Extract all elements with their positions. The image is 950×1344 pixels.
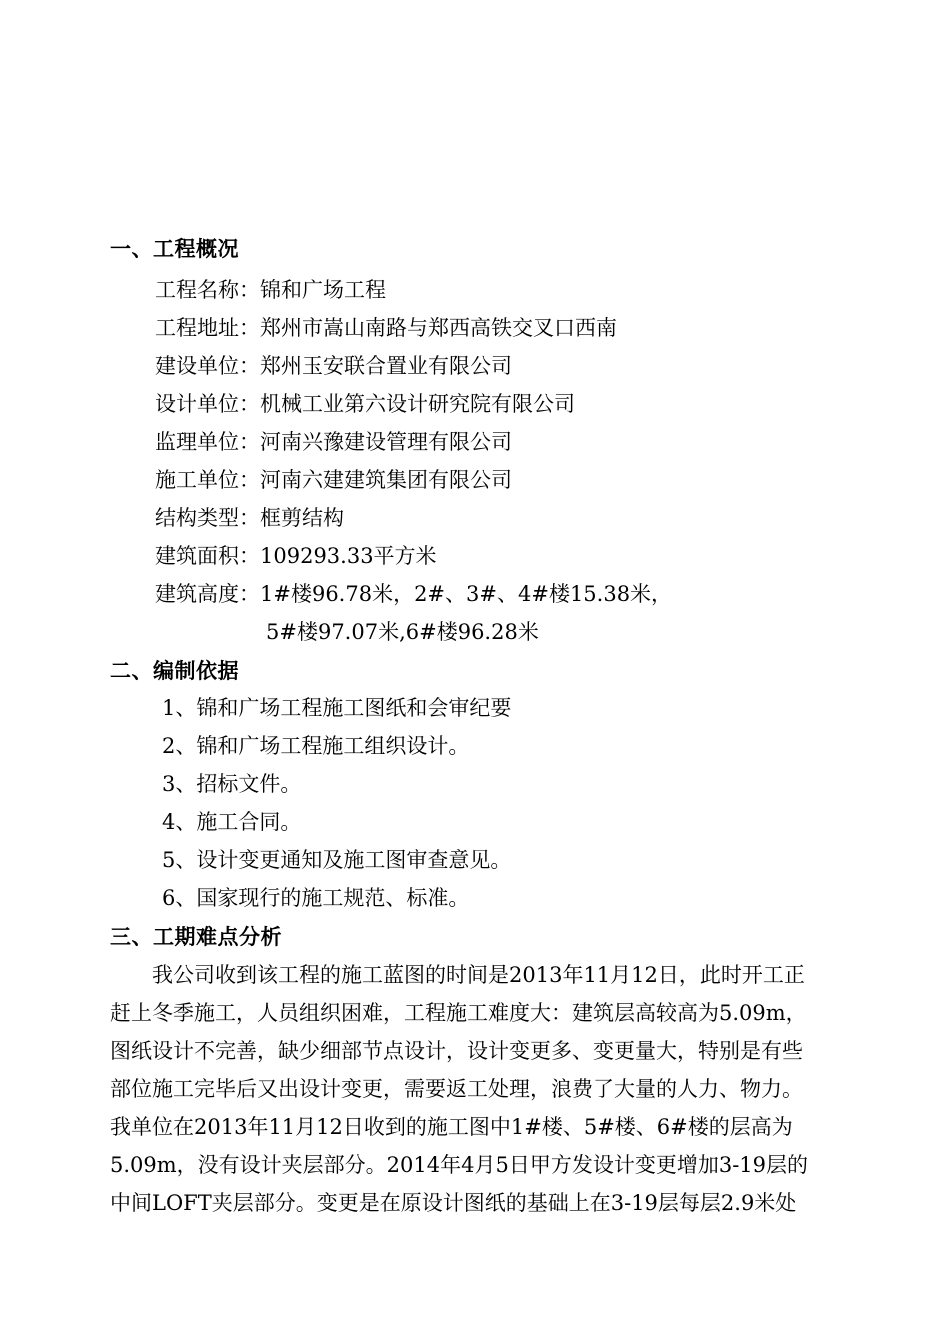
building-area-line: 建筑面积：109293.33平方米	[155, 544, 437, 568]
basis-item: 6、国家现行的施工规范、标准。	[162, 886, 470, 910]
section-heading-basis: 二、编制依据	[110, 659, 239, 683]
section-heading-difficulty: 三、工期难点分析	[110, 925, 282, 949]
basis-item: 1、锦和广场工程施工图纸和会审纪要	[162, 696, 512, 720]
building-height-line: 建筑高度：1#楼96.78米，2#、3#、4#楼15.38米，	[155, 582, 673, 606]
supervision-unit-line: 监理单位：河南兴豫建设管理有限公司	[155, 430, 512, 454]
basis-item: 3、招标文件。	[162, 772, 302, 796]
structure-type-line: 结构类型：框剪结构	[155, 506, 344, 530]
design-unit-line: 设计单位：机械工业第六设计研究院有限公司	[155, 392, 575, 416]
building-height-continuation: 5#楼97.07米,6#楼96.28米	[266, 620, 539, 644]
paragraph-line: 部位施工完毕后又出设计变更，需要返工处理，浪费了大量的人力、物力。	[110, 1077, 803, 1101]
basis-item: 2、锦和广场工程施工组织设计。	[162, 734, 470, 758]
paragraph-line: 图纸设计不完善，缺少细部节点设计，设计变更多、变更量大，特别是有些	[110, 1039, 803, 1063]
paragraph-line: 我公司收到该工程的施工蓝图的时间是2013年11月12日，此时开工正	[110, 963, 805, 987]
section-heading-overview: 一、工程概况	[110, 237, 239, 261]
project-address-line: 工程地址：郑州市嵩山南路与郑西高铁交叉口西南	[155, 316, 617, 340]
basis-item: 4、施工合同。	[162, 810, 302, 834]
paragraph-line: 赶上冬季施工，人员组织困难，工程施工难度大：建筑层高较高为5.09m，	[110, 1001, 807, 1025]
project-name-line: 工程名称：锦和广场工程	[155, 278, 386, 302]
construction-unit-line: 施工单位：河南六建建筑集团有限公司	[155, 468, 512, 492]
paragraph-line: 我单位在2013年11月12日收到的施工图中1#楼、5#楼、6#楼的层高为	[110, 1115, 793, 1139]
owner-unit-line: 建设单位：郑州玉安联合置业有限公司	[155, 354, 512, 378]
paragraph-line: 5.09m，没有设计夹层部分。2014年4月5日甲方发设计变更增加3-19层的	[110, 1153, 809, 1177]
paragraph-line: 中间LOFT夹层部分。变更是在原设计图纸的基础上在3-19层每层2.9米处	[110, 1191, 797, 1215]
basis-item: 5、设计变更通知及施工图审查意见。	[162, 848, 512, 872]
